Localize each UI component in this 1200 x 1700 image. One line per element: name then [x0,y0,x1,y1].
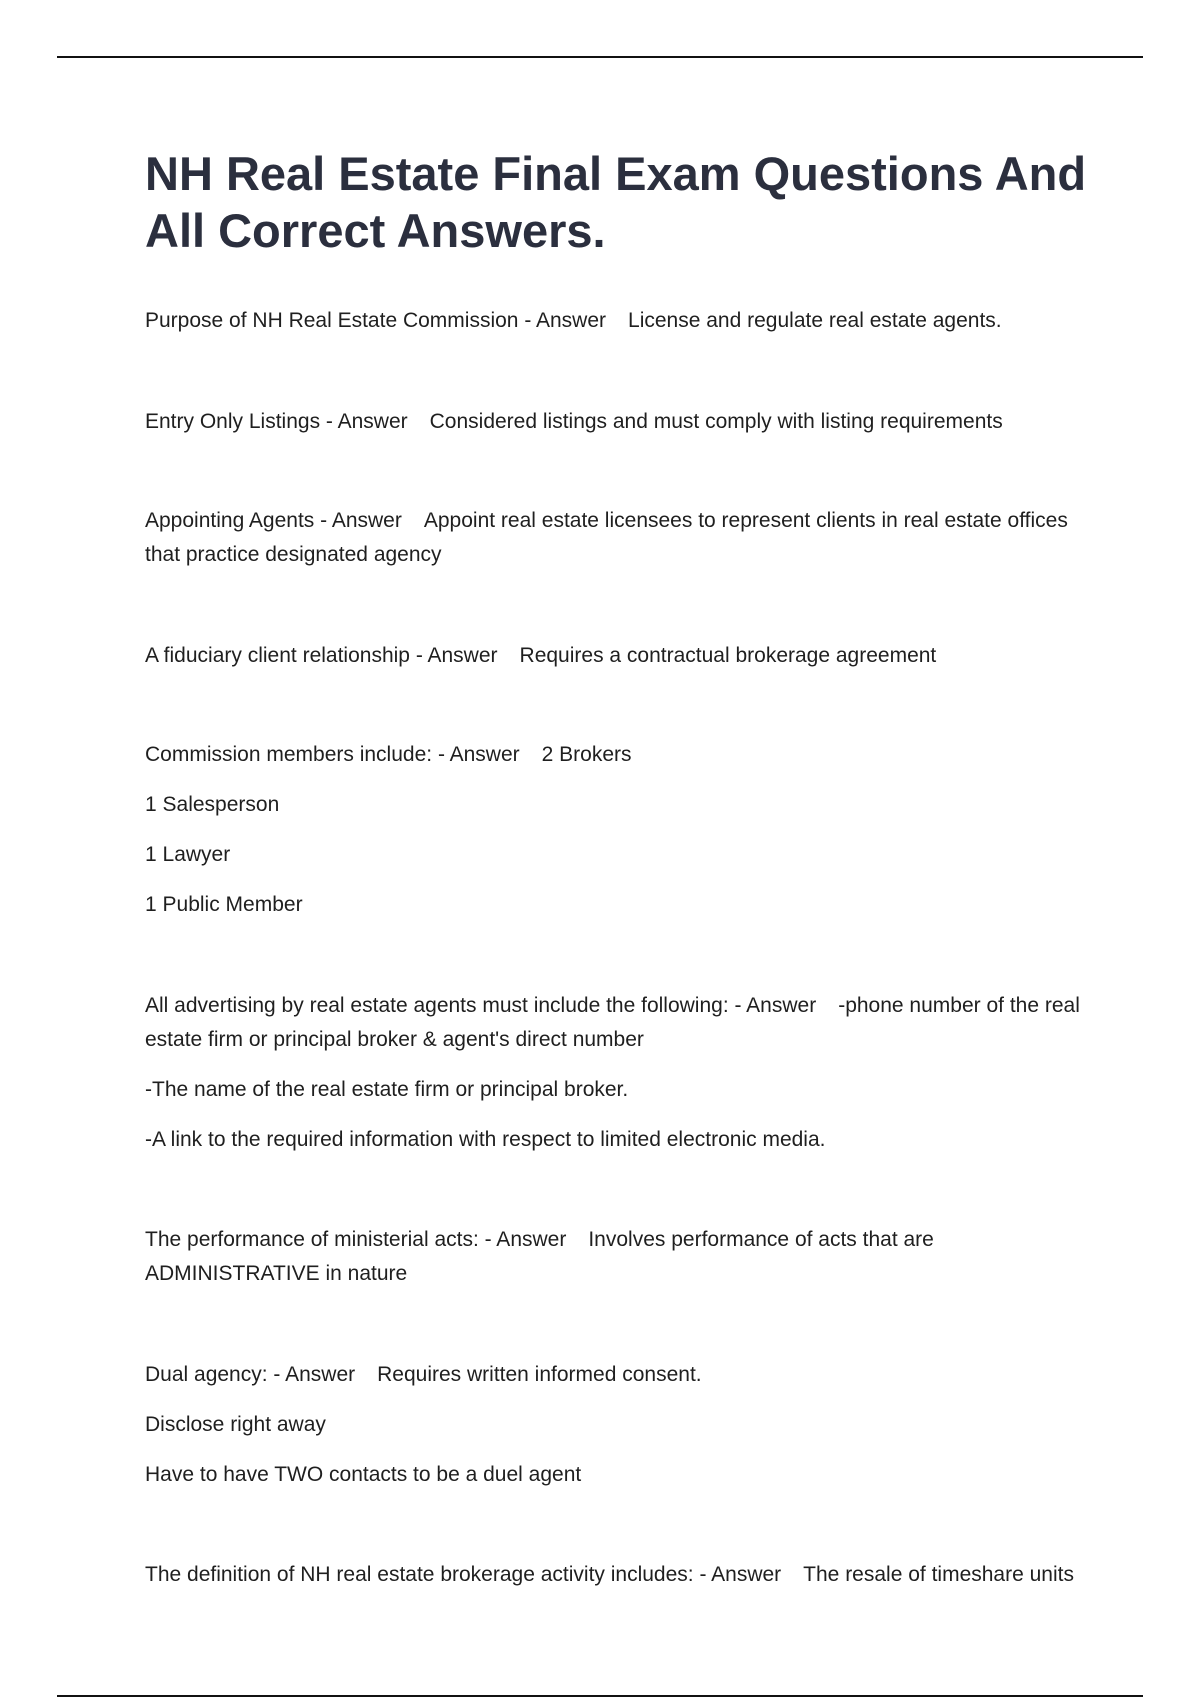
qa-item-advertising [145,989,1095,1157]
qa-item-dual-agency [145,1358,1095,1492]
answer-text: Considered listings and must comply with listing requirements [429,410,1003,433]
answer-label: - Answer [699,1563,782,1586]
question-text: Dual agency: [145,1363,268,1386]
question-text: Commission members include: [145,743,433,766]
qa-line [145,504,1095,572]
answer-label: - Answer [524,309,607,332]
question-text: A fiduciary client relationship [145,644,410,667]
question-text: The definition of NH real estate brokerage activity includes: [145,1563,694,1586]
answer-continuation: -The name of the real estate firm or principal broker. [145,1078,629,1101]
answer-text: 2 Brokers [541,743,632,766]
qa-line [145,1358,1095,1392]
answer-continuation: -A link to the required information with respect to limited electronic media. [145,1128,826,1151]
question-text: Appointing Agents [145,509,315,532]
answer-text: Involves performance of acts that are ADMINISTRATIVE in nature [145,1228,934,1285]
answer-text: The resale of timeshare units [803,1563,1074,1586]
qa-item-commission-purpose [145,304,1095,338]
answer-text: Requires written informed consent. [377,1363,702,1386]
question-text: All advertising by real estate agents must include the following: [145,994,729,1017]
answer-continuation: 1 Salesperson [145,793,280,816]
qa-line [145,304,1095,338]
answer-label: - Answer [734,994,817,1017]
answer-label: - Answer [273,1363,356,1386]
answer-label: - Answer [320,509,402,532]
qa-line [145,1558,1095,1592]
answer-text: Appoint real estate licensees to represent clients in real estate offices that practice designated agency [145,509,1068,566]
answer-label: - Answer [325,410,408,433]
qa-item-entry-only-listings [145,405,1095,439]
answer-continuation: Disclose right away [145,1413,326,1436]
answer-label: - Answer [415,644,498,667]
qa-item-appointing-agents [145,504,1095,572]
qa-item-brokerage-activity [145,1558,1095,1592]
question-text: The performance of ministerial acts: [145,1228,479,1251]
answer-continuation: 1 Public Member [145,893,303,916]
answer-text: Requires a contractual brokerage agreement [519,644,937,667]
page-title: NH Real Estate Final Exam Questions And All Correct Answers. [145,147,1087,257]
question-text: Entry Only Listings [145,410,321,433]
qa-item-fiduciary-relationship [145,639,1095,673]
qa-line [145,1223,1095,1291]
qa-item-commission-members [145,738,1095,922]
qa-line [145,405,1095,439]
answer-continuation: 1 Lawyer [145,843,231,866]
answer-text: License and regulate real estate agents. [628,309,1002,332]
qa-line [145,989,1095,1057]
bottom-rule [57,1695,1143,1697]
answer-label: - Answer [437,743,520,766]
qa-line [145,639,1095,673]
answer-label: - Answer [484,1228,567,1251]
question-text: Purpose of NH Real Estate Commission [145,309,519,332]
answer-continuation: Have to have TWO contacts to be a duel agent [145,1463,582,1486]
answer-text: -phone number of the real estate firm or principal broker & agent's direct number [145,994,1080,1051]
qa-line [145,738,1095,772]
top-rule [57,56,1143,58]
qa-item-ministerial-acts [145,1223,1095,1291]
